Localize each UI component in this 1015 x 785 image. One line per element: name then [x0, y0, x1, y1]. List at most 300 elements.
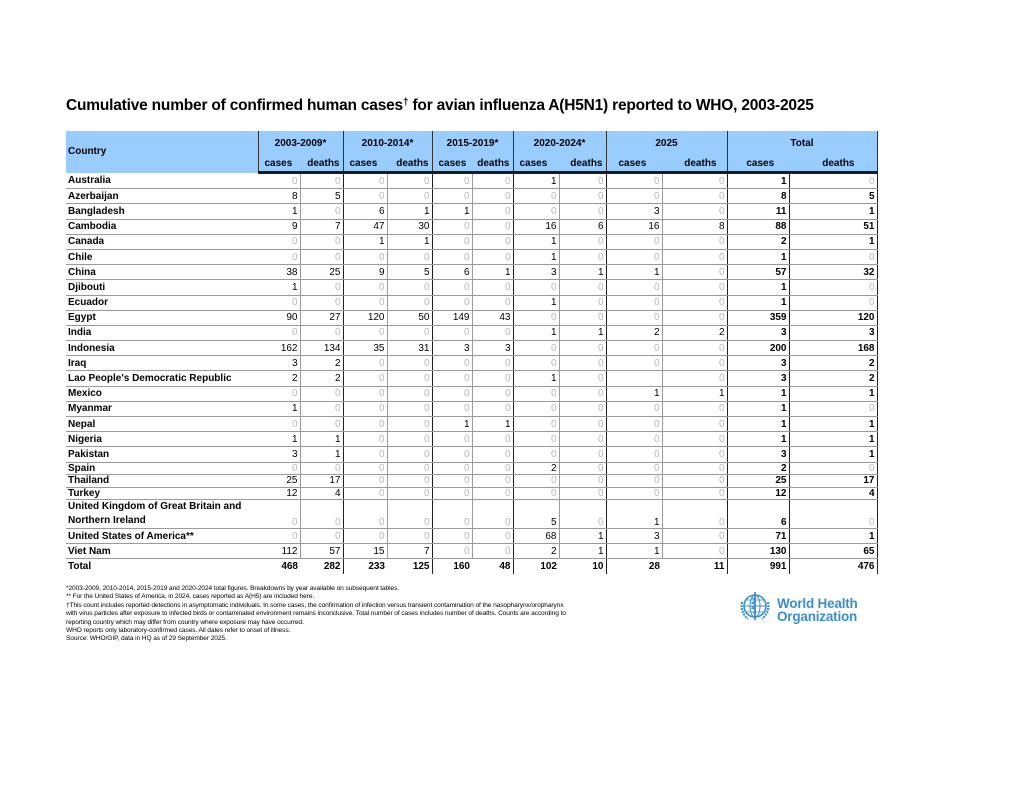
- cases-cell: 57: [727, 265, 789, 280]
- cases-cell: 0: [513, 417, 559, 432]
- cases-cell: 1: [727, 249, 789, 264]
- deaths-cell: 0: [789, 295, 877, 310]
- deaths-cell: 0: [662, 204, 727, 219]
- deaths-cell: 0: [559, 475, 606, 488]
- deaths-cell: 1: [789, 234, 877, 249]
- cases-cell: 233: [343, 559, 387, 575]
- deaths-cell: 1: [387, 234, 432, 249]
- cases-cell: 1: [258, 432, 300, 447]
- table-row: [66, 371, 877, 386]
- cases-cell: 0: [343, 432, 387, 447]
- deaths-cell: 7: [300, 219, 343, 234]
- cases-cell: 1: [258, 204, 300, 219]
- cases-cell: 1: [727, 295, 789, 310]
- deaths-cell: 7: [387, 544, 432, 559]
- cases-cell: 1: [513, 295, 559, 310]
- cases-cell: 1: [727, 417, 789, 432]
- cases-cell: 1: [513, 173, 559, 189]
- cases-cell: 102: [513, 559, 559, 575]
- deaths-cell: 0: [472, 371, 513, 386]
- country-name: United Kingdom of Great Britain and Northern Ireland: [66, 500, 258, 529]
- deaths-cell: 2: [789, 356, 877, 371]
- deaths-cell: 1: [472, 265, 513, 280]
- deaths-header: deaths: [789, 156, 877, 173]
- country-name: United States of America**: [66, 529, 258, 544]
- deaths-cell: 0: [300, 173, 343, 189]
- title-dagger: †: [402, 97, 409, 108]
- cases-cell: 0: [513, 432, 559, 447]
- cases-cell: 1: [258, 401, 300, 416]
- table-row: [66, 189, 877, 204]
- cases-cell: 1: [727, 280, 789, 295]
- deaths-cell: 0: [387, 173, 432, 189]
- title-rest: for avian influenza A(H5N1) reported to WHO, 2003-2025: [408, 97, 814, 114]
- cases-cell: 3: [727, 356, 789, 371]
- deaths-cell: 0: [472, 401, 513, 416]
- deaths-cell: 1: [472, 417, 513, 432]
- table-row: [66, 356, 877, 371]
- deaths-cell: 0: [789, 249, 877, 264]
- deaths-cell: 0: [559, 417, 606, 432]
- cases-header: cases: [606, 156, 662, 173]
- table-row: [66, 295, 877, 310]
- deaths-cell: 0: [472, 432, 513, 447]
- cases-cell: 2: [727, 234, 789, 249]
- deaths-cell: 1: [789, 204, 877, 219]
- deaths-cell: 0: [662, 401, 727, 416]
- deaths-cell: 0: [472, 219, 513, 234]
- deaths-cell: 0: [387, 295, 432, 310]
- deaths-cell: 0: [472, 249, 513, 264]
- cases-cell: 3: [727, 447, 789, 462]
- cases-cell: 0: [343, 371, 387, 386]
- cases-cell: 0: [606, 447, 662, 462]
- cases-cell: 0: [513, 189, 559, 204]
- cases-cell: 0: [606, 173, 662, 189]
- cases-cell: 991: [727, 559, 789, 575]
- deaths-cell: 0: [472, 386, 513, 401]
- deaths-cell: 0: [662, 249, 727, 264]
- cases-cell: 68: [513, 529, 559, 544]
- cases-cell: 16: [513, 219, 559, 234]
- deaths-cell: 25: [300, 265, 343, 280]
- table-row: [66, 500, 877, 529]
- cases-header: cases: [513, 156, 559, 173]
- deaths-cell: 0: [662, 265, 727, 280]
- cases-header: cases: [432, 156, 472, 173]
- deaths-cell: 0: [300, 529, 343, 544]
- country-header: Country: [66, 131, 258, 173]
- cases-cell: 0: [606, 475, 662, 488]
- cases-cell: 0: [343, 401, 387, 416]
- deaths-cell: 476: [789, 559, 877, 575]
- table-row: [66, 249, 877, 264]
- deaths-cell: 32: [789, 265, 877, 280]
- country-name: Viet Nam: [66, 544, 258, 559]
- cases-cell: 6: [343, 204, 387, 219]
- deaths-cell: 0: [472, 487, 513, 500]
- deaths-cell: 4: [789, 487, 877, 500]
- deaths-cell: 0: [662, 529, 727, 544]
- deaths-cell: 0: [662, 173, 727, 189]
- deaths-cell: 0: [387, 249, 432, 264]
- deaths-cell: 0: [387, 356, 432, 371]
- deaths-cell: 0: [472, 544, 513, 559]
- deaths-cell: 2: [662, 325, 727, 340]
- cases-cell: 1: [343, 234, 387, 249]
- cases-cell: 1: [513, 371, 559, 386]
- cases-cell: 9: [343, 265, 387, 280]
- deaths-cell: 0: [387, 386, 432, 401]
- cases-cell: 38: [258, 265, 300, 280]
- deaths-cell: 65: [789, 544, 877, 559]
- deaths-cell: 31: [387, 341, 432, 356]
- cases-cell: 0: [606, 280, 662, 295]
- cases-cell: 0: [258, 529, 300, 544]
- deaths-cell: 0: [472, 204, 513, 219]
- deaths-cell: 0: [662, 341, 727, 356]
- deaths-cell: 2: [300, 371, 343, 386]
- deaths-cell: 0: [559, 234, 606, 249]
- deaths-cell: 0: [300, 401, 343, 416]
- cases-cell: 0: [513, 386, 559, 401]
- cases-header: cases: [343, 156, 387, 173]
- cases-cell: 0: [513, 475, 559, 488]
- country-name: Canada: [66, 234, 258, 249]
- deaths-cell: 0: [300, 234, 343, 249]
- cases-cell: 0: [432, 386, 472, 401]
- total-row: [66, 559, 877, 575]
- cases-cell: 0: [606, 295, 662, 310]
- cases-header: cases: [727, 156, 789, 173]
- cases-cell: 25: [727, 475, 789, 488]
- period-header: 2015-2019*: [432, 131, 513, 156]
- cases-cell: 0: [606, 341, 662, 356]
- deaths-cell: 17: [300, 475, 343, 488]
- cases-cell: 11: [727, 204, 789, 219]
- deaths-cell: 1: [387, 204, 432, 219]
- country-name: Pakistan: [66, 447, 258, 462]
- cases-cell: 0: [343, 295, 387, 310]
- country-name: China: [66, 265, 258, 280]
- cases-cell: 149: [432, 310, 472, 325]
- table-row: [66, 432, 877, 447]
- deaths-cell: 125: [387, 559, 432, 575]
- deaths-cell: 0: [387, 447, 432, 462]
- cases-cell: 0: [258, 173, 300, 189]
- cases-cell: 359: [727, 310, 789, 325]
- deaths-cell: 1: [789, 529, 877, 544]
- cases-cell: 0: [513, 356, 559, 371]
- deaths-cell: 0: [559, 432, 606, 447]
- cases-table: [66, 131, 878, 574]
- deaths-cell: 1: [559, 529, 606, 544]
- cases-cell: 0: [258, 500, 300, 529]
- table-row: [66, 401, 877, 416]
- cases-cell: 3: [258, 447, 300, 462]
- deaths-cell: 0: [559, 189, 606, 204]
- table-row: [66, 529, 877, 544]
- cases-cell: 0: [606, 356, 662, 371]
- cases-header: cases: [258, 156, 300, 173]
- deaths-cell: 0: [662, 295, 727, 310]
- period-header: 2020-2024*: [513, 131, 606, 156]
- deaths-cell: 3: [472, 341, 513, 356]
- table-row: [66, 544, 877, 559]
- cases-cell: 0: [432, 462, 472, 475]
- cases-cell: 16: [606, 219, 662, 234]
- cases-cell: 6: [727, 500, 789, 529]
- cases-cell: 0: [606, 417, 662, 432]
- deaths-cell: 2: [300, 356, 343, 371]
- deaths-cell: 1: [559, 265, 606, 280]
- total-label: Total: [66, 559, 258, 575]
- country-name: Chile: [66, 249, 258, 264]
- deaths-header: deaths: [559, 156, 606, 173]
- deaths-cell: 1: [789, 447, 877, 462]
- deaths-cell: 0: [300, 295, 343, 310]
- cases-cell: 0: [258, 417, 300, 432]
- deaths-cell: 0: [387, 475, 432, 488]
- deaths-cell: 120: [789, 310, 877, 325]
- cases-cell: 0: [606, 401, 662, 416]
- cases-cell: 8: [727, 189, 789, 204]
- country-name: Spain: [66, 462, 258, 475]
- deaths-header: deaths: [300, 156, 343, 173]
- country-name: Myanmar: [66, 401, 258, 416]
- cases-cell: 2: [513, 544, 559, 559]
- cases-cell: 0: [432, 356, 472, 371]
- cases-cell: 28: [606, 559, 662, 575]
- deaths-cell: 0: [472, 529, 513, 544]
- country-name: Indonesia: [66, 341, 258, 356]
- country-name: Iraq: [66, 356, 258, 371]
- deaths-cell: 0: [789, 401, 877, 416]
- table-row: [66, 341, 877, 356]
- deaths-cell: 5: [387, 265, 432, 280]
- deaths-cell: 0: [789, 280, 877, 295]
- deaths-cell: 50: [387, 310, 432, 325]
- deaths-cell: 0: [662, 417, 727, 432]
- deaths-cell: 57: [300, 544, 343, 559]
- deaths-cell: 0: [662, 462, 727, 475]
- cases-cell: 0: [343, 189, 387, 204]
- cases-cell: 0: [432, 487, 472, 500]
- cases-cell: 200: [727, 341, 789, 356]
- cases-cell: 0: [432, 529, 472, 544]
- table-body: [66, 173, 877, 575]
- deaths-cell: 5: [789, 189, 877, 204]
- table-row: [66, 173, 877, 189]
- deaths-cell: 51: [789, 219, 877, 234]
- deaths-cell: 0: [300, 280, 343, 295]
- deaths-cell: 0: [472, 173, 513, 189]
- cases-cell: [606, 371, 662, 386]
- cases-cell: 0: [432, 249, 472, 264]
- cases-cell: 0: [343, 173, 387, 189]
- cases-cell: 0: [606, 487, 662, 500]
- cases-cell: 0: [343, 417, 387, 432]
- deaths-cell: 30: [387, 219, 432, 234]
- cases-cell: 71: [727, 529, 789, 544]
- cases-cell: 1: [606, 544, 662, 559]
- deaths-cell: 3: [789, 325, 877, 340]
- period-header: Total: [727, 131, 877, 156]
- cases-cell: 3: [513, 265, 559, 280]
- cases-cell: 3: [606, 529, 662, 544]
- country-name: Bangladesh: [66, 204, 258, 219]
- deaths-cell: 0: [662, 475, 727, 488]
- deaths-cell: 0: [559, 341, 606, 356]
- cases-cell: 468: [258, 559, 300, 575]
- table-row: [66, 447, 877, 462]
- logo-line1: World Health: [777, 595, 858, 611]
- cases-cell: 8: [258, 189, 300, 204]
- deaths-cell: 0: [472, 325, 513, 340]
- cases-cell: 0: [432, 544, 472, 559]
- cases-cell: 0: [343, 487, 387, 500]
- cases-cell: 0: [343, 462, 387, 475]
- cases-cell: 0: [343, 500, 387, 529]
- deaths-cell: 0: [300, 500, 343, 529]
- cases-cell: 1: [513, 325, 559, 340]
- deaths-cell: 134: [300, 341, 343, 356]
- cases-cell: 2: [513, 462, 559, 475]
- cases-cell: 0: [432, 401, 472, 416]
- country-name: Turkey: [66, 487, 258, 500]
- cases-cell: 2: [258, 371, 300, 386]
- table-row: [66, 487, 877, 500]
- cases-cell: 0: [258, 249, 300, 264]
- deaths-cell: 0: [662, 432, 727, 447]
- cases-cell: 160: [432, 559, 472, 575]
- cases-cell: 1: [606, 386, 662, 401]
- deaths-cell: 0: [387, 371, 432, 386]
- deaths-cell: 0: [472, 462, 513, 475]
- deaths-cell: 0: [387, 325, 432, 340]
- cases-cell: 25: [258, 475, 300, 488]
- page-title: [66, 97, 886, 115]
- cases-cell: 130: [727, 544, 789, 559]
- deaths-cell: 1: [300, 432, 343, 447]
- who-logo: [738, 590, 858, 629]
- who-emblem-icon: [738, 590, 772, 629]
- cases-cell: 0: [513, 280, 559, 295]
- cases-cell: 0: [606, 234, 662, 249]
- cases-cell: 0: [343, 386, 387, 401]
- period-header: 2010-2014*: [343, 131, 432, 156]
- deaths-cell: 0: [662, 544, 727, 559]
- deaths-cell: 0: [559, 295, 606, 310]
- cases-cell: 0: [513, 341, 559, 356]
- deaths-cell: 0: [472, 500, 513, 529]
- deaths-cell: 0: [300, 204, 343, 219]
- period-header: 2025: [606, 131, 727, 156]
- cases-cell: 5: [513, 500, 559, 529]
- country-name: Mexico: [66, 386, 258, 401]
- table-row: [66, 325, 877, 340]
- cases-cell: 12: [258, 487, 300, 500]
- cases-cell: 0: [432, 447, 472, 462]
- table-row: [66, 234, 877, 249]
- deaths-cell: 0: [387, 432, 432, 447]
- deaths-cell: 0: [559, 386, 606, 401]
- who-logo-text: [777, 597, 858, 623]
- cases-cell: 0: [432, 295, 472, 310]
- table-row: [66, 475, 877, 488]
- deaths-cell: 0: [387, 417, 432, 432]
- cases-cell: 0: [432, 280, 472, 295]
- deaths-cell: 10: [559, 559, 606, 575]
- deaths-cell: 1: [559, 325, 606, 340]
- cases-cell: 1: [513, 249, 559, 264]
- cases-cell: 1: [606, 500, 662, 529]
- country-name: Azerbaijan: [66, 189, 258, 204]
- cases-cell: 0: [343, 475, 387, 488]
- cases-cell: 9: [258, 219, 300, 234]
- title-main: Cumulative number of confirmed human cases: [66, 97, 403, 114]
- deaths-cell: 0: [387, 189, 432, 204]
- deaths-cell: 0: [387, 401, 432, 416]
- cases-cell: 0: [343, 529, 387, 544]
- cases-cell: 0: [513, 487, 559, 500]
- deaths-cell: 0: [387, 500, 432, 529]
- deaths-header: deaths: [387, 156, 432, 173]
- deaths-cell: 0: [387, 280, 432, 295]
- deaths-cell: 1: [789, 386, 877, 401]
- deaths-cell: 4: [300, 487, 343, 500]
- deaths-cell: 0: [662, 310, 727, 325]
- cases-cell: 0: [343, 447, 387, 462]
- country-name: Ecuador: [66, 295, 258, 310]
- deaths-cell: 0: [559, 371, 606, 386]
- deaths-header: deaths: [662, 156, 727, 173]
- deaths-cell: 0: [559, 447, 606, 462]
- cases-cell: 0: [258, 386, 300, 401]
- period-header: 2003-2009*: [258, 131, 343, 156]
- deaths-cell: 168: [789, 341, 877, 356]
- country-name: Australia: [66, 173, 258, 189]
- deaths-cell: 0: [472, 475, 513, 488]
- deaths-cell: 0: [300, 417, 343, 432]
- deaths-cell: 0: [559, 204, 606, 219]
- table-row: [66, 310, 877, 325]
- cases-cell: 0: [343, 280, 387, 295]
- deaths-cell: 0: [662, 447, 727, 462]
- deaths-cell: 0: [300, 462, 343, 475]
- cases-cell: 0: [432, 234, 472, 249]
- deaths-cell: 0: [387, 529, 432, 544]
- table-row: [66, 462, 877, 475]
- cases-cell: 0: [258, 234, 300, 249]
- deaths-cell: 0: [559, 249, 606, 264]
- cases-cell: 112: [258, 544, 300, 559]
- cases-cell: 0: [432, 475, 472, 488]
- cases-cell: 0: [432, 219, 472, 234]
- country-name: Lao People's Democratic Republic: [66, 371, 258, 386]
- cases-cell: 1: [513, 234, 559, 249]
- cases-cell: 0: [258, 462, 300, 475]
- cases-cell: 1: [258, 280, 300, 295]
- deaths-cell: 0: [387, 487, 432, 500]
- deaths-cell: 27: [300, 310, 343, 325]
- cases-cell: 0: [606, 189, 662, 204]
- country-name: India: [66, 325, 258, 340]
- deaths-cell: 0: [789, 500, 877, 529]
- deaths-cell: 0: [662, 189, 727, 204]
- deaths-cell: 6: [559, 219, 606, 234]
- cases-cell: 0: [258, 325, 300, 340]
